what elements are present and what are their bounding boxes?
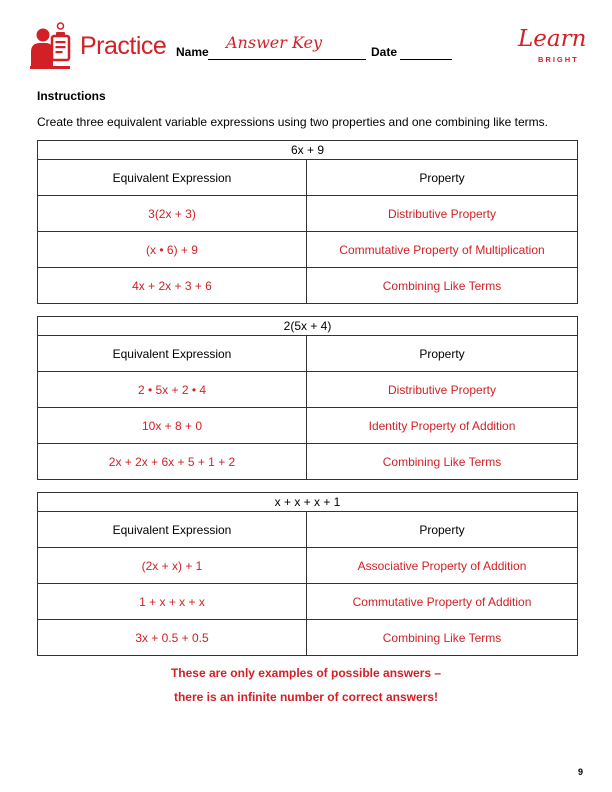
column-header-expression: Equivalent Expression [38, 512, 307, 548]
logo-bright-text: BRIGHT [538, 55, 579, 64]
table-title: 2(5x + 4) [38, 317, 578, 336]
column-header-property: Property [307, 160, 578, 196]
column-header-property: Property [307, 336, 578, 372]
date-label: Date [371, 45, 398, 59]
note-line-2: there is an infinite number of correct answers! [173, 690, 439, 704]
property-cell: Identity Property of Addition [307, 408, 578, 444]
answer-key-text: Answer Key [226, 33, 322, 52]
instructions-text: Create three equivalent variable expressions using two properties and one combining like terms. [37, 115, 548, 129]
expression-cell: 3x + 0.5 + 0.5 [38, 620, 307, 656]
table-title: 6x + 9 [38, 141, 578, 160]
table-row [38, 196, 578, 232]
property-cell: Distributive Property [307, 196, 578, 232]
property-cell: Commutative Property of Addition [307, 584, 578, 620]
practice-title: Practice [80, 32, 167, 60]
expression-cell: 4x + 2x + 3 + 6 [38, 268, 307, 304]
expression-cell: 2x + 2x + 6x + 5 + 1 + 2 [38, 444, 307, 480]
practice-person-icon [30, 22, 74, 70]
name-label: Name [176, 45, 209, 59]
note-line-1: These are only examples of possible answers – [170, 666, 442, 680]
column-header-property: Property [307, 512, 578, 548]
property-cell: Combining Like Terms [307, 268, 578, 304]
table-row [38, 408, 578, 444]
column-header-expression: Equivalent Expression [38, 160, 307, 196]
expression-table-1 [37, 140, 578, 304]
property-cell: Distributive Property [307, 372, 578, 408]
expression-table-3 [37, 492, 578, 656]
expression-cell: 10x + 8 + 0 [38, 408, 307, 444]
expression-cell: 2 • 5x + 2 • 4 [38, 372, 307, 408]
expression-cell: (2x + x) + 1 [38, 548, 307, 584]
table-row [38, 548, 578, 584]
date-field[interactable] [400, 59, 452, 60]
expression-table-2 [37, 316, 578, 480]
table-title: x + x + x + 1 [38, 493, 578, 512]
expression-cell: 3(2x + 3) [38, 196, 307, 232]
name-field[interactable] [208, 59, 366, 60]
table-row [38, 620, 578, 656]
page-header [30, 22, 590, 74]
property-cell: Commutative Property of Multiplication [307, 232, 578, 268]
table-row [38, 232, 578, 268]
table-row [38, 584, 578, 620]
column-header-expression: Equivalent Expression [38, 336, 307, 372]
table-row [38, 444, 578, 480]
page-number: 9 [578, 767, 584, 777]
table-row [38, 268, 578, 304]
property-cell: Associative Property of Addition [307, 548, 578, 584]
expression-cell: 1 + x + x + x [38, 584, 307, 620]
logo-learn-text: Learn [518, 26, 587, 52]
expression-cell: (x • 6) + 9 [38, 232, 307, 268]
property-cell: Combining Like Terms [307, 620, 578, 656]
property-cell: Combining Like Terms [307, 444, 578, 480]
table-row [38, 372, 578, 408]
instructions-heading: Instructions [37, 89, 106, 103]
learn-bright-logo [518, 26, 588, 70]
